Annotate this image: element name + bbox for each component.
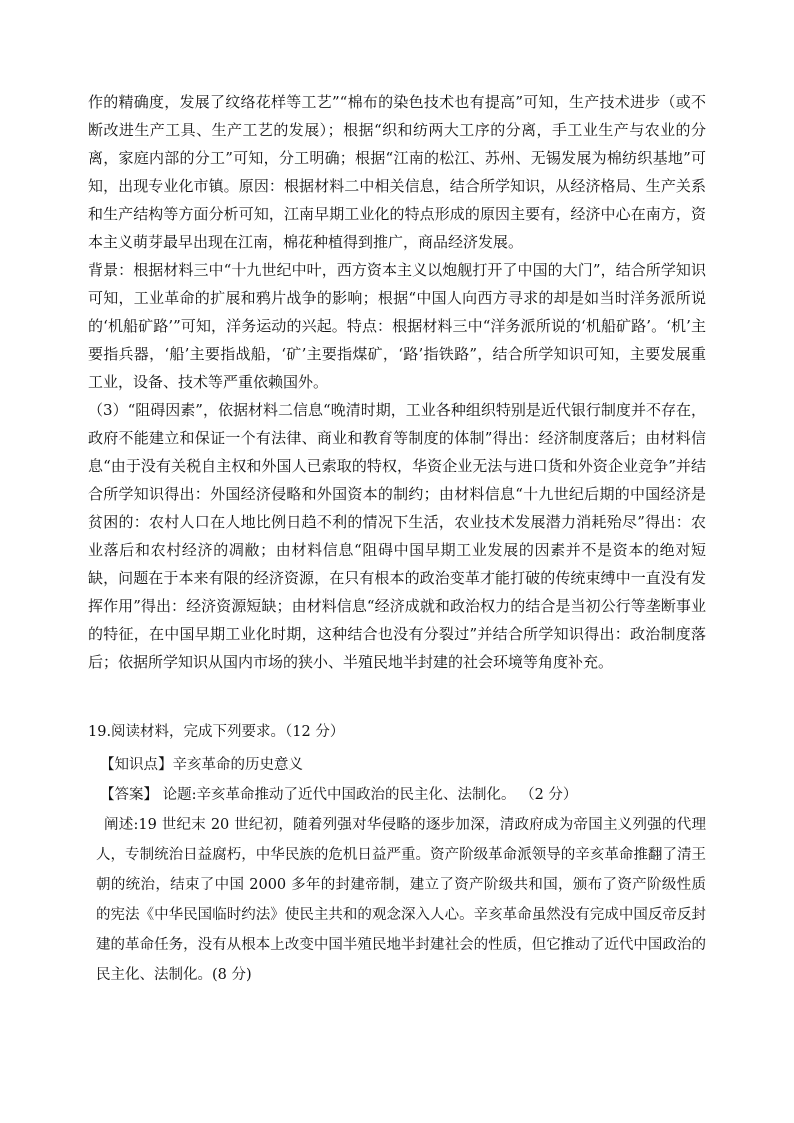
question-title: 19.阅读材料，完成下列要求。（12 分） xyxy=(88,724,345,740)
knowledge-point: 【知识点】辛亥革命的历史意义 xyxy=(100,757,303,773)
spacer xyxy=(88,676,706,718)
paragraph-obstacles: （3）“阻碍因素”，依据材料二信息“晚清时期，工业各种组织特别是近代银行制度并不存在，政府不能建立和保证一个有法律、商业和教育等制度的体制”得出：经济制度落后；由材料信息“由于没有关税自主权和外国人已索取的特权，华资企业无法与进口货和外资企业竞争”并结合所学知识得出：外国经济侵略和外国资本的制约；由材料信息“十九世纪后期的中国经济是贫困的：农村人口在人地比例日趋不利的情况下生活，农业技术发展潜力消耗殆尽”得出：农业落后和农村经济的凋敝；由材料信息“阻碍中国早期工业发展的因素并不是资本的绝对短缺，问题在于本来有限的经济资源，在只有根本的政治变革才能打破的传统束缚中一直没有发挥作用”得出：经济资源短缺；由材料信息“经济成就和政治权力的结合是当初公行等垄断事业的特征，在中国早期工业化时期，这种结合也没有分裂过”并结合所学知识得出：政治制度落后；依据所学知识从国内市场的狭小、半殖民地半封建的社会环境等角度补充。 xyxy=(88,401,706,671)
paragraph-characteristics: 作的精确度，发展了纹络花样等工艺”“棉布的染色技术也有提高”可知，生产技术进步（或不断改进生产工具、生产工艺的发展）；根据“织和纺两大工序的分离，手工业生产与农业的分离，家庭内部的分工”可知，分工明确；根据“江南的松江、苏州、无锡发展为棉纺织基地”可知，出现专业化市镇。原因：根据材料二中相关信息，结合所学知识，从经济格局、生产关系和生产结构等方面分析可知，江南早期工业化的特点形成的原因主要有，经济中心在南方，资本主义萌芽最早出现在江南，棉花种植得到推广，商品经济发展。 xyxy=(88,93,706,251)
explanation-paragraph: 阐述:19 世纪末 20 世纪初，随着列强对华侵略的逐步加深，清政府成为帝国主义列强的代理人，专制统治日益腐朽，中华民族的危机日益严重。资产阶级革命派领导的辛亥革命推翻了清王朝的统治，结束了中国 2000 多年的封建帝制，建立了资产阶级共和国，颁布了资产阶级性质的宪法《中华民国临时约法》使民主共和的观念深入人心。辛亥革命虽然没有完成中国反帝反封建的革命任务，没有从根本上改变中国半殖民地半封建社会的性质，但它推动了近代中国政治的民主化、法制化。(8 分) xyxy=(96,817,706,983)
answer-line: 【答案】 论题:辛亥革命推动了近代中国政治的民主化、法制化。 （2 分） xyxy=(100,787,578,803)
paragraph-background: 背景：根据材料三中“十九世纪中叶，西方资本主义以炮舰打开了中国的大门”，结合所学知识可知，工业革命的扩展和鸦片战争的影响；根据“中国人向西方寻求的却是如当时洋务派所说的‘机船矿路’”可知，洋务运动的兴起。特点：根据材料三中“洋务派所说的‘机船矿路’。‘机’主要指兵器，‘船’主要指战船，‘矿’主要指煤矿，‘路’指铁路”，结合所学知识可知，主要发展重工业，设备、技术等严重依赖国外。 xyxy=(88,261,706,391)
